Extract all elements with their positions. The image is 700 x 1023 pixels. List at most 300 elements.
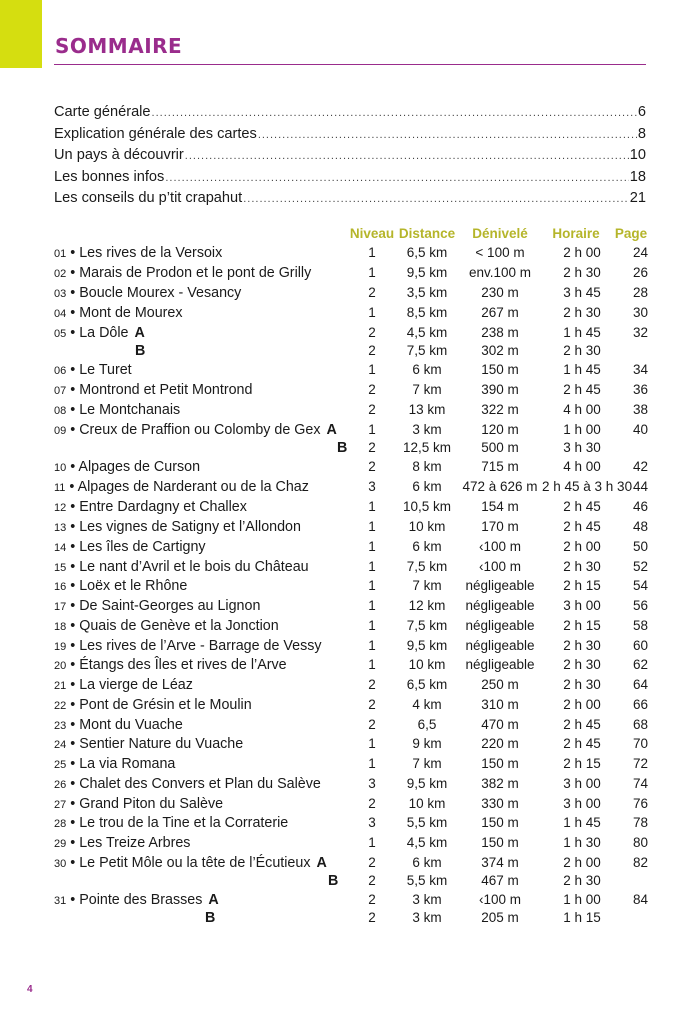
route-page: 38 — [632, 402, 648, 417]
route-title: Les Treize Arbres — [79, 835, 191, 851]
route-denivele: 322 m — [481, 402, 519, 417]
route-distance: 6 km — [412, 362, 442, 377]
route-denivele: négligeable — [465, 638, 535, 653]
route-distance: 6,5 km — [406, 245, 448, 260]
route-niveau: 2 — [368, 325, 376, 340]
route-horaire: 1 h 15 — [563, 910, 601, 925]
route-denivele: 500 m — [481, 440, 519, 455]
column-headers — [0, 226, 700, 244]
route-distance: 3 km — [412, 910, 442, 925]
route-name — [54, 305, 183, 321]
toc-entry[interactable] — [54, 126, 646, 148]
route-name — [54, 499, 247, 515]
route-name — [54, 479, 309, 495]
route-denivele: 205 m — [481, 910, 519, 925]
route-variant: A — [316, 855, 327, 871]
route-niveau: 1 — [368, 618, 376, 633]
route-name — [54, 402, 180, 418]
route-denivele: 374 m — [481, 855, 519, 870]
route-name — [54, 892, 219, 908]
route-variant: B — [328, 873, 339, 889]
route-distance: 7 km — [412, 578, 442, 593]
route-distance: 12,5 km — [402, 440, 452, 455]
toc-entry-label: Les bonnes infos — [54, 168, 165, 185]
route-row[interactable] — [0, 717, 700, 737]
route-row[interactable] — [0, 598, 700, 618]
route-variant: A — [326, 422, 337, 438]
route-page: 54 — [632, 578, 648, 593]
route-horaire: 2 h 30 — [563, 677, 601, 692]
route-denivele: 715 m — [481, 459, 519, 474]
route-page: 24 — [632, 245, 648, 260]
route-row[interactable] — [0, 459, 700, 479]
route-horaire: 2 h 30 — [563, 657, 601, 672]
route-name — [54, 459, 200, 475]
route-number: 07 — [54, 385, 67, 397]
route-number: 26 — [54, 779, 67, 791]
toc-entry-label: Explication générale des cartes — [54, 125, 257, 142]
route-number: 12 — [54, 502, 67, 514]
bullet-separator: • — [66, 598, 80, 614]
route-denivele: 470 m — [481, 717, 519, 732]
route-name — [54, 285, 241, 301]
route-denivele: 230 m — [481, 285, 519, 300]
route-variant-row[interactable] — [0, 343, 700, 363]
route-horaire: 2 h 30 — [563, 343, 601, 358]
route-horaire: 1 h 45 — [563, 362, 601, 377]
route-niveau: 2 — [368, 677, 376, 692]
bullet-separator: • — [66, 362, 80, 378]
route-name — [54, 697, 252, 713]
route-page: 70 — [632, 736, 648, 751]
route-niveau: 1 — [368, 638, 376, 653]
toc-leader-dots — [258, 129, 637, 141]
route-page: 42 — [632, 459, 648, 474]
route-row[interactable] — [0, 305, 700, 325]
route-row[interactable] — [0, 618, 700, 638]
route-row[interactable] — [0, 402, 700, 422]
route-niveau: 2 — [368, 796, 376, 811]
route-title: La vierge de Léaz — [79, 677, 193, 693]
route-niveau: 1 — [368, 265, 376, 280]
route-niveau: 1 — [368, 598, 376, 613]
route-distance: 7,5 km — [406, 559, 448, 574]
route-number: 23 — [54, 720, 67, 732]
route-horaire: 3 h 30 — [563, 440, 601, 455]
route-variant-row[interactable] — [0, 440, 700, 460]
route-number: 30 — [54, 858, 67, 870]
route-variant: B — [135, 343, 146, 359]
route-row[interactable] — [0, 677, 700, 697]
route-row[interactable] — [0, 245, 700, 265]
route-denivele: 382 m — [481, 776, 519, 791]
route-distance: 10,5 km — [402, 499, 452, 514]
route-denivele: 150 m — [481, 815, 519, 830]
toc-entry[interactable] — [54, 147, 646, 169]
route-niveau: 2 — [368, 910, 376, 925]
route-title: Sentier Nature du Vuache — [79, 736, 244, 752]
toc-entry-page: 6 — [637, 104, 646, 120]
route-name — [54, 559, 309, 575]
route-name — [54, 422, 337, 438]
bullet-separator: • — [66, 382, 80, 398]
route-page: 84 — [632, 892, 648, 907]
bullet-separator: • — [66, 697, 80, 713]
route-niveau: 2 — [368, 892, 376, 907]
bullet-separator: • — [66, 638, 80, 654]
route-number: 14 — [54, 542, 67, 554]
route-row[interactable] — [0, 499, 700, 519]
bullet-separator: • — [66, 892, 80, 908]
route-number: 06 — [54, 365, 67, 377]
route-denivele: 220 m — [481, 736, 519, 751]
route-number: 05 — [54, 328, 67, 340]
route-number: 13 — [54, 522, 67, 534]
route-title: La via Romana — [79, 756, 176, 772]
route-name — [54, 657, 287, 673]
route-denivele: 330 m — [481, 796, 519, 811]
route-niveau: 1 — [368, 756, 376, 771]
bullet-separator: • — [66, 657, 80, 673]
route-distance: 9,5 km — [406, 265, 448, 280]
route-number: 29 — [54, 838, 67, 850]
route-name — [54, 796, 223, 812]
route-distance: 6 km — [412, 855, 442, 870]
route-niveau: 1 — [368, 362, 376, 377]
route-title: Loëx et le Rhône — [79, 578, 188, 594]
route-row[interactable] — [0, 265, 700, 285]
route-niveau: 2 — [368, 855, 376, 870]
route-distance: 5,5 km — [406, 815, 448, 830]
route-number: 17 — [54, 601, 67, 613]
route-distance: 6,5 km — [406, 677, 448, 692]
route-distance: 6 km — [412, 539, 442, 554]
route-distance: 9 km — [412, 736, 442, 751]
route-number: 09 — [54, 425, 67, 437]
toc-entry-label: Un pays à découvrir — [54, 147, 184, 164]
col-distance: Distance — [398, 226, 456, 241]
route-title: La Dôle — [79, 325, 129, 341]
bullet-separator: • — [66, 559, 80, 575]
route-horaire: 2 h 45 — [563, 717, 601, 732]
route-distance: 6,5 — [417, 717, 437, 732]
route-name — [54, 776, 321, 792]
route-title: Quais de Genève et la Jonction — [79, 618, 279, 634]
route-denivele: ‹100 m — [478, 559, 522, 574]
route-page: 28 — [632, 285, 648, 300]
route-niveau: 3 — [368, 776, 376, 791]
route-horaire: 2 h 30 — [563, 559, 601, 574]
route-horaire: 2 h 30 — [563, 265, 601, 280]
route-denivele: 150 m — [481, 835, 519, 850]
route-distance: 7,5 km — [406, 343, 448, 358]
route-horaire: 2 h 15 — [563, 756, 601, 771]
toc-entry[interactable] — [54, 169, 646, 191]
col-horaire: Horaire — [552, 226, 600, 241]
route-niveau: 1 — [368, 657, 376, 672]
route-page: 56 — [632, 598, 648, 613]
route-title: Le trou de la Tine et la Corraterie — [79, 815, 289, 831]
route-page: 52 — [632, 559, 648, 574]
toc-entry[interactable] — [54, 104, 646, 126]
accent-bar — [0, 0, 42, 68]
route-title: Chalet des Convers et Plan du Salève — [79, 776, 321, 792]
route-niveau: 1 — [368, 245, 376, 260]
route-title: Les rives de l’Arve - Barrage de Vessy — [79, 638, 322, 654]
route-denivele: négligeable — [465, 618, 535, 633]
route-row[interactable] — [0, 855, 700, 875]
route-row[interactable] — [0, 382, 700, 402]
route-number: 08 — [54, 405, 67, 417]
route-niveau: 2 — [368, 382, 376, 397]
route-row[interactable] — [0, 479, 700, 499]
route-horaire: 2 h 00 — [563, 245, 601, 260]
bullet-separator: • — [66, 265, 80, 281]
route-number: 03 — [54, 288, 67, 300]
route-niveau: 1 — [368, 422, 376, 437]
route-variant: B — [205, 910, 216, 926]
route-number: 25 — [54, 759, 67, 771]
route-page: 78 — [632, 815, 648, 830]
route-page: 64 — [632, 677, 648, 692]
route-title: Le nant d’Avril et le bois du Château — [79, 559, 309, 575]
route-number: 04 — [54, 308, 67, 320]
route-name — [54, 325, 145, 341]
route-horaire: 1 h 45 — [563, 325, 601, 340]
bullet-separator: • — [66, 736, 80, 752]
route-page: 50 — [632, 539, 648, 554]
route-number: 24 — [54, 739, 67, 751]
route-title: Les îles de Cartigny — [79, 539, 206, 555]
route-name — [54, 638, 322, 654]
route-title: Le Turet — [79, 362, 132, 378]
route-denivele: 170 m — [481, 519, 519, 534]
route-row[interactable] — [0, 657, 700, 677]
route-horaire: 2 h 45 à 3 h 30 — [542, 479, 633, 494]
route-page: 32 — [632, 325, 648, 340]
route-distance: 13 km — [408, 402, 446, 417]
route-denivele: négligeable — [465, 598, 535, 613]
route-name — [54, 578, 187, 594]
route-row[interactable] — [0, 776, 700, 796]
route-title: Alpages de Narderant ou de la Chaz — [77, 479, 309, 495]
route-page: 26 — [632, 265, 648, 280]
bullet-separator: • — [65, 479, 78, 495]
route-title: Pointe des Brasses — [79, 892, 203, 908]
route-niveau: 1 — [368, 578, 376, 593]
route-title: Le Montchanais — [79, 402, 181, 418]
route-title: Creux de Praffion ou Colomby de Gex — [79, 422, 321, 438]
route-variant-row[interactable] — [0, 910, 700, 930]
route-denivele: ‹100 m — [478, 539, 522, 554]
route-number: 21 — [54, 680, 67, 692]
route-row[interactable] — [0, 638, 700, 658]
toc-leader-dots — [165, 172, 628, 184]
route-niveau: 2 — [368, 717, 376, 732]
route-number: 16 — [54, 581, 67, 593]
route-distance: 4,5 km — [406, 325, 448, 340]
route-niveau: 1 — [368, 835, 376, 850]
route-niveau: 3 — [368, 479, 376, 494]
route-distance: 4 km — [412, 697, 442, 712]
route-page: 74 — [632, 776, 648, 791]
route-horaire: 1 h 45 — [563, 815, 601, 830]
bullet-separator: • — [66, 285, 80, 301]
route-denivele: négligeable — [465, 578, 535, 593]
route-number: 02 — [54, 268, 67, 280]
route-row[interactable] — [0, 815, 700, 835]
bullet-separator: • — [66, 422, 80, 438]
route-denivele: ‹100 m — [478, 892, 522, 907]
route-denivele: 267 m — [481, 305, 519, 320]
route-distance: 10 km — [408, 519, 446, 534]
route-title: Mont du Vuache — [79, 717, 183, 733]
route-distance: 3,5 km — [406, 285, 448, 300]
route-denivele: négligeable — [465, 657, 535, 672]
toc-entry-label: Carte générale — [54, 104, 151, 120]
bullet-separator: • — [66, 717, 80, 733]
route-row[interactable] — [0, 736, 700, 756]
route-row[interactable] — [0, 362, 700, 382]
route-denivele: env.100 m — [468, 265, 532, 280]
bullet-separator: • — [66, 618, 80, 634]
toc-entry-page: 21 — [629, 190, 646, 207]
route-page: 82 — [632, 855, 648, 870]
route-horaire: 1 h 30 — [563, 835, 601, 850]
bullet-separator: • — [66, 815, 80, 831]
route-row[interactable] — [0, 559, 700, 579]
route-distance: 8 km — [412, 459, 442, 474]
route-row[interactable] — [0, 756, 700, 776]
route-row[interactable] — [0, 892, 700, 912]
bullet-separator: • — [66, 578, 80, 594]
route-row[interactable] — [0, 578, 700, 598]
route-row[interactable] — [0, 325, 700, 345]
route-number: 28 — [54, 818, 67, 830]
route-niveau: 2 — [368, 873, 376, 888]
route-niveau: 1 — [368, 499, 376, 514]
route-row[interactable] — [0, 697, 700, 717]
route-name — [54, 382, 252, 398]
route-row[interactable] — [0, 422, 700, 442]
route-horaire: 2 h 00 — [563, 539, 601, 554]
toc-entry-page: 8 — [637, 125, 646, 142]
route-niveau: 3 — [368, 815, 376, 830]
route-niveau: 1 — [368, 305, 376, 320]
toc-leader-dots — [185, 150, 629, 162]
route-name — [54, 598, 260, 614]
toc-entry[interactable] — [54, 190, 646, 212]
route-distance: 12 km — [408, 598, 446, 613]
route-denivele: 310 m — [481, 697, 519, 712]
route-row[interactable] — [0, 796, 700, 816]
route-title: Les rives de la Versoix — [79, 245, 223, 261]
route-title: Alpages de Curson — [78, 459, 201, 475]
intro-list — [54, 104, 646, 212]
route-page: 60 — [632, 638, 648, 653]
route-denivele: < 100 m — [475, 245, 525, 260]
route-niveau: 2 — [368, 285, 376, 300]
route-niveau: 2 — [368, 697, 376, 712]
route-variant: A — [134, 325, 145, 341]
route-niveau: 2 — [368, 343, 376, 358]
route-name — [54, 618, 279, 634]
route-denivele: 120 m — [481, 422, 519, 437]
route-number: 22 — [54, 700, 67, 712]
bullet-separator: • — [66, 756, 80, 772]
route-row[interactable] — [0, 519, 700, 539]
bullet-separator: • — [66, 459, 79, 475]
route-title: Mont de Mourex — [79, 305, 183, 321]
route-number: 11 — [54, 482, 66, 494]
route-niveau: 1 — [368, 539, 376, 554]
route-denivele: 238 m — [481, 325, 519, 340]
route-niveau: 1 — [368, 559, 376, 574]
route-denivele: 302 m — [481, 343, 519, 358]
route-name — [54, 815, 288, 831]
col-denivele: Dénivelé — [472, 226, 528, 241]
route-name — [54, 265, 311, 281]
route-denivele: 250 m — [481, 677, 519, 692]
route-name — [54, 855, 327, 871]
page-title: SOMMAIRE — [55, 34, 183, 58]
route-title: De Saint-Georges au Lignon — [79, 598, 261, 614]
route-distance: 10 km — [408, 796, 446, 811]
route-title: Étangs des Îles et rives de l’Arve — [79, 657, 287, 673]
route-denivele: 150 m — [481, 362, 519, 377]
route-horaire: 2 h 15 — [563, 578, 601, 593]
route-page: 40 — [632, 422, 648, 437]
route-niveau: 2 — [368, 402, 376, 417]
bullet-separator: • — [66, 835, 80, 851]
route-page: 76 — [632, 796, 648, 811]
route-title: Entre Dardagny et Challex — [79, 499, 247, 515]
toc-leader-dots — [243, 193, 629, 205]
bullet-separator: • — [66, 499, 80, 515]
route-number: 19 — [54, 641, 67, 653]
route-row[interactable] — [0, 285, 700, 305]
bullet-separator: • — [66, 855, 80, 871]
route-distance: 3 km — [412, 422, 442, 437]
route-page: 44 — [632, 479, 648, 494]
route-distance: 9,5 km — [406, 638, 448, 653]
route-row[interactable] — [0, 835, 700, 855]
route-horaire: 2 h 15 — [563, 618, 601, 633]
toc-entry-page: 18 — [629, 168, 646, 185]
route-page: 62 — [632, 657, 648, 672]
bullet-separator: • — [66, 796, 80, 812]
route-denivele: 472 à 626 m — [462, 479, 538, 494]
route-name — [54, 677, 193, 693]
route-name — [54, 245, 222, 261]
route-horaire: 3 h 00 — [563, 776, 601, 791]
route-variant-row[interactable] — [0, 873, 700, 893]
title-divider — [54, 64, 646, 65]
route-row[interactable] — [0, 539, 700, 559]
route-distance: 6 km — [412, 479, 442, 494]
route-number: 20 — [54, 660, 67, 672]
route-title: Grand Piton du Salève — [79, 796, 224, 812]
route-niveau: 1 — [368, 519, 376, 534]
bullet-separator: • — [66, 305, 80, 321]
bullet-separator: • — [66, 325, 80, 341]
route-page: 80 — [632, 835, 648, 850]
route-title: Montrond et Petit Montrond — [79, 382, 253, 398]
page-number: 4 — [27, 984, 33, 995]
route-name — [54, 756, 175, 772]
route-number: 01 — [54, 248, 67, 260]
route-horaire: 2 h 45 — [563, 736, 601, 751]
